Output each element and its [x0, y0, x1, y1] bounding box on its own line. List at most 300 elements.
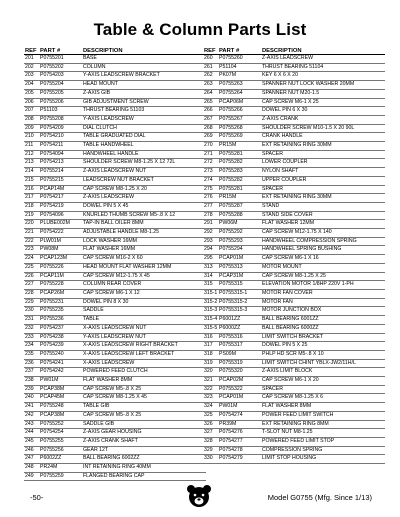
- description-cell: CAP SCREW M6-1 X 25: [261, 98, 385, 107]
- description-cell: COLUMN: [82, 63, 206, 72]
- part-header: PART #: [218, 44, 261, 55]
- description-cell: Y-AXIS LEADSCREW: [82, 115, 206, 124]
- part-number-cell: P0754279: [218, 455, 261, 464]
- part-number-cell: P0754254: [39, 429, 82, 438]
- ref-header: REF: [203, 44, 218, 55]
- description-cell: CAP SCREW M8-1.25 X 20: [82, 185, 206, 194]
- ref-cell: 314: [203, 272, 218, 281]
- table-row: [203, 255, 385, 264]
- parts-table: [24, 44, 206, 481]
- ref-cell: 225: [24, 263, 39, 272]
- ref-cell: 249: [24, 472, 39, 481]
- ref-cell: 293: [203, 237, 218, 246]
- part-number-cell: P0754241: [39, 359, 82, 368]
- part-number-cell: P6001ZZ: [218, 316, 261, 325]
- ref-cell: 212: [24, 150, 39, 159]
- description-cell: ADJUSTABLE HANDLE M8-1.25: [82, 229, 206, 238]
- description-cell: Z-AXIS LEADSCREW: [261, 55, 385, 64]
- description-cell: DOWEL PIN 5 X 25: [261, 342, 385, 351]
- part-number-cell: P0755228: [39, 281, 82, 290]
- description-cell: NYLON SHAFT: [261, 168, 385, 177]
- table-row: [24, 472, 206, 481]
- part-number-cell: P0755315: [218, 281, 261, 290]
- part-number-cell: PCAP38M: [39, 385, 82, 394]
- part-number-cell: P0754278: [218, 446, 261, 455]
- part-number-cell: P0755226: [39, 263, 82, 272]
- table-row: [24, 316, 206, 325]
- part-number-cell: P0755293: [218, 237, 261, 246]
- part-number-cell: PCAP26M: [39, 289, 82, 298]
- part-number-cell: P0754239: [39, 342, 82, 351]
- description-cell: Z-AXIS LIMIT BLOCK: [261, 368, 385, 377]
- description-cell: FLAT WASHER 8MM: [261, 403, 385, 412]
- part-number-cell: P0754222: [39, 229, 82, 238]
- ref-cell: 224: [24, 255, 39, 264]
- part-number-cell: P0755315-2: [218, 298, 261, 307]
- table-row: [203, 124, 385, 133]
- description-cell: DOWEL PIN 8 X 30: [82, 298, 206, 307]
- part-number-cell: P0755294: [218, 246, 261, 255]
- description-cell: LOWER COUPLER: [261, 159, 385, 168]
- table-row: [24, 289, 206, 298]
- description-cell: X-AXIS LEADSCREW: [82, 359, 206, 368]
- table-row: [24, 185, 206, 194]
- description-cell: TABLE GIB: [82, 403, 206, 412]
- table-row: [203, 202, 385, 211]
- table-row: [203, 246, 385, 255]
- description-cell: FLAT WASHER 16MM: [82, 246, 206, 255]
- ref-cell: 233: [24, 333, 39, 342]
- part-number-cell: P0755281: [218, 185, 261, 194]
- ref-cell: 202: [24, 63, 39, 72]
- table-row: [203, 229, 385, 238]
- description-cell: Z-AXIS LEADSCREW: [82, 194, 206, 203]
- part-number-cell: P0755317: [218, 342, 261, 351]
- part-number-cell: P0755214: [39, 168, 82, 177]
- ref-cell: 226: [24, 272, 39, 281]
- description-cell: STAND: [261, 202, 385, 211]
- description-cell: Y-AXIS LEADSCREW NUT: [82, 333, 206, 342]
- ref-cell: 276: [203, 194, 218, 203]
- table-row: [24, 237, 206, 246]
- table-row: [203, 237, 385, 246]
- ref-cell: 218: [24, 202, 39, 211]
- part-number-cell: P0754217: [39, 194, 82, 203]
- part-number-cell: PW01M: [39, 377, 82, 386]
- ref-cell: 213: [24, 159, 39, 168]
- part-number-cell: P0755260: [218, 55, 261, 64]
- part-number-cell: P0755264: [218, 89, 261, 98]
- table-row: [203, 168, 385, 177]
- description-cell: LIMIT SWITCH BRACKET: [261, 333, 385, 342]
- description-cell: POWERED FEED LIMIT STOP: [261, 437, 385, 446]
- part-number-cell: P0754277: [218, 437, 261, 446]
- table-row: [203, 81, 385, 90]
- description-cell: Z-AXIS LEADSCREW NUT: [82, 168, 206, 177]
- ref-cell: 330: [203, 455, 218, 464]
- ref-cell: 214: [24, 168, 39, 177]
- table-row: [24, 464, 206, 473]
- ref-cell: 219: [24, 211, 39, 220]
- description-cell: LEADSCREW NUT BRACKET: [82, 176, 206, 185]
- table-row: [24, 63, 206, 72]
- ref-cell: 263: [203, 81, 218, 90]
- part-number-cell: P0755269: [218, 133, 261, 142]
- table-row: [203, 385, 385, 394]
- description-cell: STAND SIDE COVER: [261, 211, 385, 220]
- description-cell: INT RETAINING RING 40MM: [82, 464, 206, 473]
- description-cell: EXT RETAINING RING 30MM: [261, 194, 385, 203]
- description-cell: POWER FEED LIMIT SWITCH: [261, 411, 385, 420]
- ref-cell: 315-3: [203, 307, 218, 316]
- ref-cell: 294: [203, 246, 218, 255]
- ref-cell: 271: [203, 150, 218, 159]
- description-cell: SPANNER NUT LOCK WASHER 20MM: [261, 81, 385, 90]
- table-row: [203, 368, 385, 377]
- table-row: [24, 107, 206, 116]
- ref-cell: 315-4: [203, 316, 218, 325]
- part-number-cell: P0754213: [39, 159, 82, 168]
- description-cell: SADDLE: [82, 307, 206, 316]
- description-cell: CAP SCREW M16-2 X 60: [82, 255, 206, 264]
- part-number-cell: PLUBE002M: [39, 220, 82, 229]
- part-number-cell: P0755322: [218, 385, 261, 394]
- part-number-cell: PW06M: [218, 220, 261, 229]
- table-row: [24, 142, 206, 151]
- part-number-cell: P0755263: [218, 81, 261, 90]
- description-cell: FLAT WASHER 12MM: [261, 220, 385, 229]
- page-number: -50-: [30, 493, 44, 502]
- part-number-cell: PR15M: [218, 142, 261, 151]
- ref-cell: 221: [24, 229, 39, 238]
- description-cell: SPACER: [261, 150, 385, 159]
- description-cell: HANDWHEEL HANDLE: [82, 150, 206, 159]
- description-cell: MOTOR FAN COVER: [261, 289, 385, 298]
- table-row: [24, 246, 206, 255]
- description-cell: SHOULDER SCREW M8-1.25 X 12 72L: [82, 159, 206, 168]
- description-cell: Y-AXIS LEADSCREW BRACKET: [82, 72, 206, 81]
- ref-cell: 270: [203, 142, 218, 151]
- table-row: [203, 176, 385, 185]
- ref-cell: 292: [203, 229, 218, 238]
- description-cell: GIB ADJUSTMENT SCREW: [82, 98, 206, 107]
- ref-cell: 277: [203, 202, 218, 211]
- table-row: [24, 307, 206, 316]
- part-number-cell: P0755235: [39, 307, 82, 316]
- ref-cell: 242: [24, 411, 39, 420]
- part-number-cell: PCAP31M: [218, 272, 261, 281]
- page-title: Table & Column Parts List: [93, 20, 307, 39]
- parts-table-right: [203, 44, 385, 464]
- ref-cell: 274: [203, 176, 218, 185]
- ref-cell: 235: [24, 350, 39, 359]
- description-cell: THRUST BEARING 51104: [261, 63, 385, 72]
- table-row: [203, 263, 385, 272]
- description-cell: DIAL CLUTCH: [82, 124, 206, 133]
- table-row: [203, 342, 385, 351]
- table-row: [24, 115, 206, 124]
- description-cell: ELEVATION MOTOR 1/8HP 220V 1-PH: [261, 281, 385, 290]
- part-number-cell: PCAP11M: [39, 272, 82, 281]
- part-number-cell: P0755205: [39, 89, 82, 98]
- part-number-cell: P0755267: [218, 115, 261, 124]
- table-row: [203, 63, 385, 72]
- description-cell: CAP SCREW M12-1.75 X 140: [261, 229, 385, 238]
- part-number-cell: PS09M: [218, 350, 261, 359]
- table-row: [203, 89, 385, 98]
- ref-cell: 205: [24, 89, 39, 98]
- description-cell: TABLE GRADUATED DIAL: [82, 133, 206, 142]
- table-header-row: [203, 44, 385, 55]
- table-row: [24, 455, 206, 464]
- ref-cell: 315: [203, 281, 218, 290]
- table-row: [24, 159, 206, 168]
- description-cell: EXT RETAINING RING 8MM: [261, 420, 385, 429]
- part-number-cell: PLW01M: [39, 237, 82, 246]
- table-row: [24, 55, 206, 64]
- ref-cell: 229: [24, 298, 39, 307]
- table-row: [24, 81, 206, 90]
- description-cell: LOCK WASHER 16MM: [82, 237, 206, 246]
- ref-cell: 230: [24, 307, 39, 316]
- ref-cell: 326: [203, 420, 218, 429]
- part-number-cell: PCAP38M: [39, 411, 82, 420]
- description-cell: TABLE HANDWHEEL: [82, 142, 206, 151]
- ref-cell: 315-1: [203, 289, 218, 298]
- part-number-cell: P0755208: [39, 115, 82, 124]
- part-number-cell: PW08M: [39, 246, 82, 255]
- part-number-cell: P0754242: [39, 368, 82, 377]
- description-cell: GEAR 12T: [82, 446, 206, 455]
- table-row: [24, 350, 206, 359]
- description-cell: KNURLED THUMB SCREW M5-.8 X 12: [82, 211, 206, 220]
- table-row: [203, 115, 385, 124]
- ref-cell: 322: [203, 385, 218, 394]
- table-row: [24, 133, 206, 142]
- part-number-cell: P0754238: [39, 333, 82, 342]
- description-cell: LIMIT SWITCH CHINT YBLX-JW2/11H/L: [261, 359, 385, 368]
- part-number-cell: P6002ZZ: [39, 455, 82, 464]
- ref-cell: 261: [203, 63, 218, 72]
- ref-cell: 227: [24, 281, 39, 290]
- ref-cell: 208: [24, 115, 39, 124]
- description-cell: Z-AXIS CRANK SHAFT: [82, 437, 206, 446]
- ref-cell: 265: [203, 98, 218, 107]
- table-row: [24, 72, 206, 81]
- description-cell: SADDLE GIB: [82, 420, 206, 429]
- part-number-cell: P51103: [39, 107, 82, 116]
- table-row: [203, 316, 385, 325]
- part-number-cell: P0755255: [39, 437, 82, 446]
- table-row: [24, 272, 206, 281]
- ref-cell: 320: [203, 368, 218, 377]
- table-row: [24, 368, 206, 377]
- part-number-cell: PCAP01M: [218, 255, 261, 264]
- description-cell: SPACER: [261, 185, 385, 194]
- table-row: [24, 211, 206, 220]
- description-cell: HANDWHEEL SPRING BUSHING: [261, 246, 385, 255]
- ref-cell: 237: [24, 368, 39, 377]
- description-cell: BALL BEARING 6000ZZ: [261, 324, 385, 333]
- ref-cell: 313: [203, 263, 218, 272]
- part-number-cell: P0755287: [218, 202, 261, 211]
- table-row: [24, 168, 206, 177]
- description-cell: KEY 6 X 6 X 20: [261, 72, 385, 81]
- part-number-cell: PR24M: [39, 464, 82, 473]
- ref-cell: 315-2: [203, 298, 218, 307]
- ref-cell: 203: [24, 72, 39, 81]
- description-cell: HEAD MOUNT FLAT WASHER 12MM: [82, 263, 206, 272]
- description-cell: LIMIT STOP HOUSING: [261, 455, 385, 464]
- description-cell: Z-AXIS GEAR HOUSING: [82, 429, 206, 438]
- table-row: [24, 263, 206, 272]
- ref-cell: 268: [203, 124, 218, 133]
- table-row: [24, 446, 206, 455]
- part-number-cell: P0755259: [39, 472, 82, 481]
- description-cell: X-AXIS LEADSCREW LEFT BRACKET: [82, 350, 206, 359]
- description-cell: TABLE: [82, 316, 206, 325]
- part-number-cell: P0755236: [39, 316, 82, 325]
- description-cell: CAP SCREW M8-1.25 X 25: [261, 272, 385, 281]
- parts-table-left: [24, 44, 206, 481]
- part-number-cell: PW01M: [218, 403, 261, 412]
- table-row: [24, 298, 206, 307]
- ref-cell: 232: [24, 324, 39, 333]
- table-row: [24, 202, 206, 211]
- ref-cell: 243: [24, 420, 39, 429]
- table-row: [203, 220, 385, 229]
- ref-cell: 238: [24, 377, 39, 386]
- part-number-cell: P0754219: [39, 202, 82, 211]
- part-number-cell: P0755315-1: [218, 289, 261, 298]
- table-row: [203, 142, 385, 151]
- ref-cell: 220: [24, 220, 39, 229]
- description-cell: HANDWHEEL COMPRESSION SPRING: [261, 237, 385, 246]
- table-row: [24, 281, 206, 290]
- table-row: [203, 420, 385, 429]
- table-row: [24, 403, 206, 412]
- ref-cell: 248: [24, 464, 39, 473]
- ref-cell: 315-5: [203, 324, 218, 333]
- part-number-cell: PCAP123M: [39, 255, 82, 264]
- part-number-cell: PR15M: [218, 194, 261, 203]
- ref-cell: 266: [203, 107, 218, 116]
- description-cell: X-AXIS LEADSCREW RIGHT BRACKET: [82, 342, 206, 351]
- ref-cell: 272: [203, 159, 218, 168]
- ref-cell: 239: [24, 385, 39, 394]
- description-header: DESCRIPTION: [261, 44, 385, 55]
- part-number-cell: PCAP14M: [39, 185, 82, 194]
- table-row: [203, 411, 385, 420]
- description-cell: THRUST BEARING 51103: [82, 107, 206, 116]
- ref-cell: 211: [24, 142, 39, 151]
- table-row: [24, 377, 206, 386]
- ref-cell: 244: [24, 429, 39, 438]
- description-cell: CAP SCREW M5-.8 X 25: [82, 411, 206, 420]
- table-row: [203, 281, 385, 290]
- ref-cell: 323: [203, 394, 218, 403]
- table-row: [24, 429, 206, 438]
- part-number-cell: P0754209: [39, 124, 82, 133]
- ref-cell: 262: [203, 72, 218, 81]
- description-cell: CAP SCREW M5-.8 X 25: [82, 385, 206, 394]
- description-cell: TAP-IN BALL OILER 8MM: [82, 220, 206, 229]
- table-row: [203, 72, 385, 81]
- ref-cell: 204: [24, 81, 39, 90]
- table-row: [203, 55, 385, 64]
- description-cell: DOWEL PIN 5 X 45: [82, 202, 206, 211]
- table-row: [24, 89, 206, 98]
- ref-cell: 223: [24, 246, 39, 255]
- table-row: [24, 359, 206, 368]
- table-row: [203, 150, 385, 159]
- description-cell: POWERED FEED CLUTCH: [82, 368, 206, 377]
- description-cell: SPACER: [261, 385, 385, 394]
- table-row: [203, 324, 385, 333]
- description-cell: FLAT WASHER 8MM: [82, 377, 206, 386]
- part-number-cell: P6000ZZ: [218, 324, 261, 333]
- part-number-cell: PCAP06M: [218, 98, 261, 107]
- part-number-cell: P0755268: [218, 124, 261, 133]
- description-cell: CAP SCREW M6-1 X 20: [261, 377, 385, 386]
- part-number-cell: P0755282: [218, 159, 261, 168]
- ref-cell: 216: [24, 185, 39, 194]
- part-number-cell: P0755204: [39, 81, 82, 90]
- bear-logo-icon: [186, 484, 212, 508]
- table-row: [203, 272, 385, 281]
- table-row: [24, 194, 206, 203]
- part-number-cell: P51104: [218, 63, 261, 72]
- table-row: [203, 289, 385, 298]
- table-row: [203, 133, 385, 142]
- part-header: PART #: [39, 44, 82, 55]
- description-cell: COMPRESSION SPRING: [261, 446, 385, 455]
- ref-cell: 206: [24, 98, 39, 107]
- description-cell: X-AXIS LEADSCREW NUT: [82, 324, 206, 333]
- part-number-cell: P0755256: [39, 446, 82, 455]
- description-cell: Z-AXIS GIB: [82, 89, 206, 98]
- part-number-cell: P0755315-3: [218, 307, 261, 316]
- table-row: [24, 124, 206, 133]
- description-cell: FLANGED BEARING CAP: [82, 472, 206, 481]
- description-cell: CAP SCREW M8-1.25 X 45: [82, 394, 206, 403]
- table-row: [203, 194, 385, 203]
- part-number-cell: P0755316: [218, 333, 261, 342]
- description-cell: HEAD MOUNT: [82, 81, 206, 90]
- ref-cell: 217: [24, 194, 39, 203]
- table-row: [203, 333, 385, 342]
- ref-cell: 269: [203, 133, 218, 142]
- table-row: [203, 455, 385, 464]
- ref-cell: 328: [203, 437, 218, 446]
- description-cell: SPANNER NUT M20-1.5: [261, 89, 385, 98]
- table-row: [203, 307, 385, 316]
- description-header: DESCRIPTION: [82, 44, 206, 55]
- description-cell: MOTOR MOUNT: [261, 263, 385, 272]
- part-number-cell: PK07M: [218, 72, 261, 81]
- part-number-cell: P0754237: [39, 324, 82, 333]
- ref-header: REF: [24, 44, 39, 55]
- description-cell: BASE: [82, 55, 206, 64]
- ref-cell: 316: [203, 333, 218, 342]
- description-cell: T-SLOT NUT M8-1.25: [261, 429, 385, 438]
- ref-cell: 295: [203, 255, 218, 264]
- table-row: [203, 359, 385, 368]
- ref-cell: 264: [203, 89, 218, 98]
- ref-cell: 325: [203, 411, 218, 420]
- description-cell: CAP SCREW M12-1.75 X 45: [82, 272, 206, 281]
- table-row: [24, 385, 206, 394]
